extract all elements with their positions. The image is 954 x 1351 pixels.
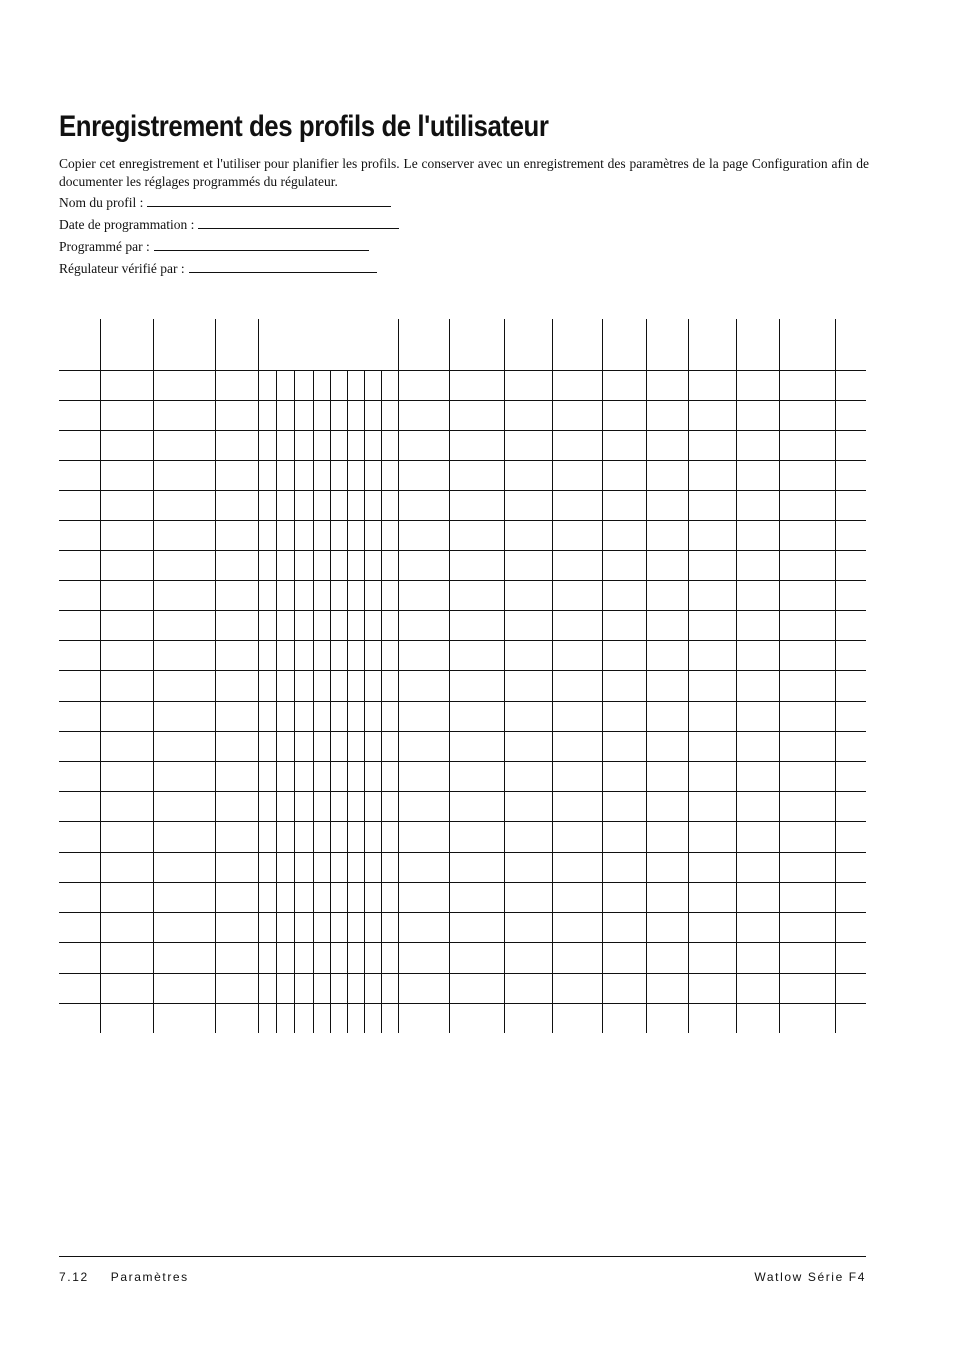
footer-page-number: 7.12	[59, 1270, 89, 1284]
field-label: Programmé par :	[59, 239, 150, 254]
footer-product: Watlow Série F4	[754, 1270, 866, 1284]
field-label: Nom du profil :	[59, 195, 144, 210]
footer-left	[59, 1270, 189, 1284]
field-label: Date de programmation :	[59, 217, 195, 232]
field-label: Régulateur vérifié par :	[59, 261, 185, 276]
intro-paragraph: Copier cet enregistrement et l'utiliser pour planifier les profils. Le conserver avec un enregistrement des paramètres de la page Configuration afin de documenter les réglages programmés du régulateur.	[59, 156, 869, 189]
page-title: Enregistrement des profils de l'utilisateur	[59, 110, 549, 143]
footer-section: Paramètres	[110, 1270, 189, 1284]
footer-divider	[59, 1256, 866, 1257]
